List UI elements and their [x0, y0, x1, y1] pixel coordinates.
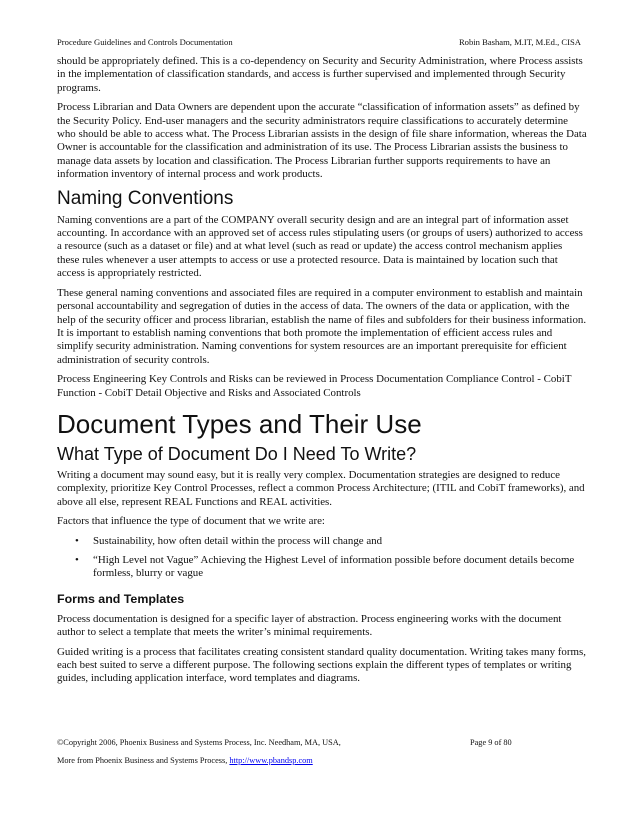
footer-more-text: More from Phoenix Business and Systems Process,	[57, 756, 230, 765]
list-item	[57, 535, 587, 548]
naming-paragraph-2: These general naming conventions and associated files are required in a computer environment to establish and maintain personal accountability and segregation of duties in the access of data. The owners of the data or application, with the help of the security officer and process librarian, establish the name of files and subfolders for their business information. It is important to establish naming conventions that both promote the implementation of efficient access rules and simplify security administration. Naming conventions for system resources are an important prerequisite for efficient administration of security controls.	[57, 286, 587, 366]
footer-link[interactable]: http://www.pbandsp.com	[229, 756, 313, 765]
footer-more	[57, 756, 587, 765]
bullet-icon: •	[75, 553, 79, 566]
footer-page-number: Page 9 of 80	[470, 738, 512, 747]
list-item-text: Sustainability, how often detail within the process will change and	[93, 534, 383, 547]
document-types-heading: Document Types and Their Use	[57, 408, 422, 439]
forms-templates-heading: Forms and Templates	[57, 591, 185, 606]
factors-list	[57, 535, 587, 581]
naming-conventions-heading: Naming Conventions	[57, 187, 234, 209]
header-right: Robin Basham, M.IT, M.Ed., CISA	[458, 37, 581, 47]
page-body	[57, 55, 587, 692]
doc-types-paragraph-1: Writing a document may sound easy, but it is really very complex. Documentation strategies are designed to reduce complexity, prioritize Key Control Processes, reflect a common Process Architecture; (ITIL and CobiT frameworks), and above all else, represent REAL Functions and REAL activities.	[57, 468, 585, 508]
header-left: Procedure Guidelines and Controls Documentation	[57, 37, 233, 47]
naming-paragraph-1: Naming conventions are a part of the COMPANY overall security design and are an integral part of information asset accounting. In accordance with an approved set of access rules stipulating users (or groups of users) authorized to access a resource (such as a dataset or file) and at what level (such as read or update) the access control mechanism applies these rules whenever a user attempts to access or use a protected resource. Data is maintained by location such that access is appropriately restricted.	[57, 213, 583, 280]
naming-paragraph-3: Process Engineering Key Controls and Risks can be reviewed in Process Documentation Compliance Control - CobiT Function - CobiT Detail Objective and Risks and Associated Controls	[57, 373, 572, 399]
footer-copyright: ©Copyright 2006, Phoenix Business and Systems Process, Inc. Needham, MA, USA,	[57, 738, 341, 747]
doc-types-paragraph-2: Factors that influence the type of document that we write are:	[57, 515, 325, 528]
forms-paragraph-1: Process documentation is designed for a specific layer of abstraction. Process engineering works with the document author to select a template that meets the writer’s minimal requirements.	[57, 612, 562, 639]
what-type-subheading: What Type of Document Do I Need To Write?	[57, 443, 417, 464]
list-item-text: “High Level not Vague” Achieving the Highest Level of information possible before document details become formless, blurry or vague	[93, 553, 575, 580]
intro-paragraph-1: should be appropriately defined. This is a co-dependency on Security and Security Administration, where Process assists in the implementation of classification standards, and access is further supervised and implemented through Security programs.	[57, 55, 583, 94]
intro-paragraph-2: Process Librarian and Data Owners are dependent upon the accurate “classification of information assets” as defined by the Security Policy. End-user managers and the security administrators require classifications to accurately determine who should be able to access what. The Process Librarian assists in the design of file share information, whereas the Data Owner is accountable for the classification and administration of its use. The Process Librarian assists the business to manage data assets by location and classification. The Process Librarian further supports requirements to have an information inventory of internal process and work products.	[57, 101, 587, 181]
list-item	[57, 554, 587, 581]
page-header	[57, 37, 581, 47]
page-footer	[57, 738, 587, 747]
forms-paragraph-2: Guided writing is a process that facilitates creating consistent standard quality documentation. Writing takes many forms, each best suited to serve a different purpose. The following sections explain the different types of templates or writing guides, including application interface, word templates and diagrams.	[57, 645, 586, 685]
bullet-icon: •	[75, 534, 79, 547]
